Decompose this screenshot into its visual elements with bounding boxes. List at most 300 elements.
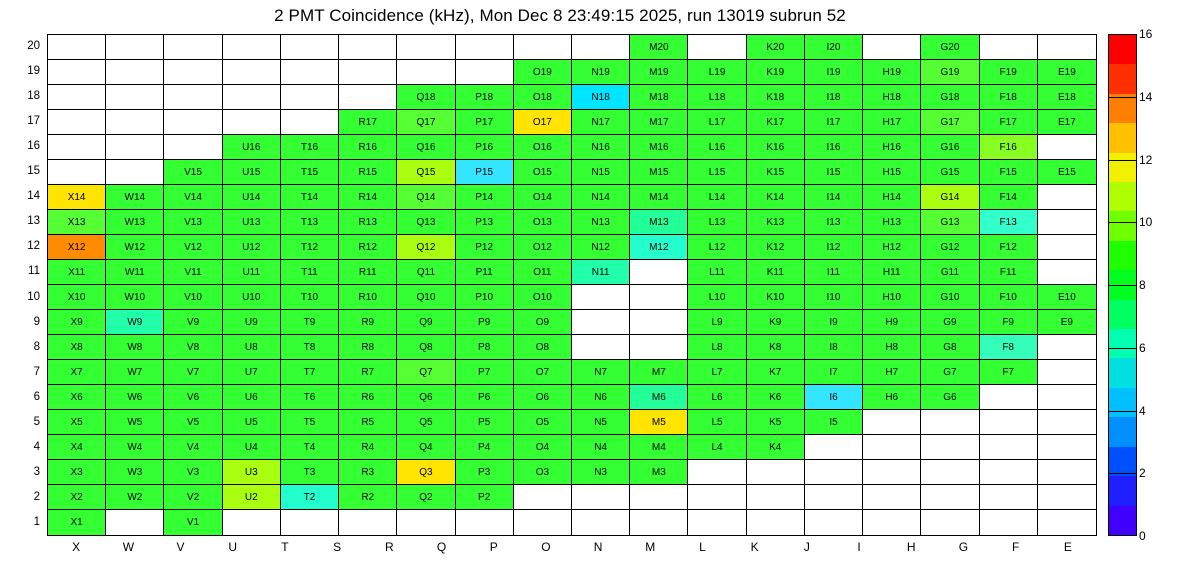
heatmap-cell <box>921 410 979 435</box>
heatmap-cell <box>805 485 863 510</box>
y-tick-label: 7 <box>33 365 40 378</box>
heatmap-cell: W9 <box>106 310 164 335</box>
heatmap-cell <box>164 110 222 135</box>
colorbar-segment <box>1109 35 1136 64</box>
heatmap-cell <box>339 35 397 60</box>
heatmap-cell <box>1038 185 1096 210</box>
colorbar-tick-label: 6 <box>1139 340 1146 355</box>
heatmap-cell: E19 <box>1038 60 1096 85</box>
heatmap-cell: M5 <box>630 410 688 435</box>
heatmap-cell: O19 <box>514 60 572 85</box>
heatmap-cell: H13 <box>863 210 921 235</box>
heatmap-cell <box>1038 35 1096 60</box>
heatmap-cell: L16 <box>688 135 746 160</box>
heatmap-cell: G17 <box>921 110 979 135</box>
heatmap-cell: F13 <box>980 210 1038 235</box>
heatmap-cell: V7 <box>164 360 222 385</box>
heatmap-cell <box>630 260 688 285</box>
heatmap-cell: M17 <box>630 110 688 135</box>
heatmap-cell: N16 <box>572 135 630 160</box>
x-tick-label: T <box>281 540 289 554</box>
y-tick-label: 5 <box>33 416 40 429</box>
heatmap-cell: X13 <box>48 210 106 235</box>
heatmap-cell: X9 <box>48 310 106 335</box>
colorbar-tick-mark <box>1108 285 1137 286</box>
heatmap-cell: Q17 <box>397 110 455 135</box>
heatmap-cell: R11 <box>339 260 397 285</box>
heatmap-cell: N6 <box>572 385 630 410</box>
heatmap-cell: P6 <box>456 385 514 410</box>
x-tick-label: X <box>72 540 81 554</box>
heatmap-cell: T12 <box>281 235 339 260</box>
heatmap-cell: H12 <box>863 235 921 260</box>
heatmap-cell <box>863 35 921 60</box>
heatmap-cell <box>572 510 630 535</box>
heatmap-cell: T9 <box>281 310 339 335</box>
heatmap-cell: N12 <box>572 235 630 260</box>
x-tick-label: P <box>489 540 498 554</box>
heatmap-cell <box>48 35 106 60</box>
heatmap-cell: R17 <box>339 110 397 135</box>
heatmap-cell <box>980 35 1038 60</box>
heatmap-cell: O10 <box>514 285 572 310</box>
heatmap-cell: N19 <box>572 60 630 85</box>
heatmap-cell: U4 <box>223 435 281 460</box>
heatmap-cell: E9 <box>1038 310 1096 335</box>
colorbar-segment <box>1109 123 1136 152</box>
heatmap-cell: P11 <box>456 260 514 285</box>
heatmap-cell: G15 <box>921 160 979 185</box>
heatmap-cell: V8 <box>164 335 222 360</box>
heatmap-cell: R14 <box>339 185 397 210</box>
heatmap-cell: K16 <box>747 135 805 160</box>
heatmap-cell <box>397 60 455 85</box>
x-tick-label: N <box>593 540 603 554</box>
heatmap-cell: M12 <box>630 235 688 260</box>
heatmap-cell: K13 <box>747 210 805 235</box>
heatmap-cell <box>747 510 805 535</box>
heatmap-cell: Q6 <box>397 385 455 410</box>
heatmap-cell: O18 <box>514 85 572 110</box>
heatmap-cell: T8 <box>281 335 339 360</box>
heatmap-cell: I6 <box>805 385 863 410</box>
heatmap-cell <box>223 510 281 535</box>
heatmap-cell: Q14 <box>397 185 455 210</box>
heatmap-cell: L6 <box>688 385 746 410</box>
heatmap-cell: T13 <box>281 210 339 235</box>
heatmap-cell: X8 <box>48 335 106 360</box>
heatmap-cell: Q12 <box>397 235 455 260</box>
heatmap-cell <box>863 510 921 535</box>
heatmap-cell: M4 <box>630 435 688 460</box>
heatmap-cell: H16 <box>863 135 921 160</box>
heatmap-cell <box>688 460 746 485</box>
heatmap-cell: I17 <box>805 110 863 135</box>
heatmap-cell: R4 <box>339 435 397 460</box>
heatmap-cell: H8 <box>863 335 921 360</box>
heatmap-cell: L17 <box>688 110 746 135</box>
heatmap-cell: I18 <box>805 85 863 110</box>
y-tick-label: 2 <box>33 491 40 504</box>
heatmap-cell: I15 <box>805 160 863 185</box>
heatmap-cell: R5 <box>339 410 397 435</box>
x-tick-label: W <box>122 540 135 554</box>
heatmap-cell: I11 <box>805 260 863 285</box>
heatmap-cell <box>805 435 863 460</box>
heatmap-cell: N18 <box>572 85 630 110</box>
heatmap-cell <box>281 35 339 60</box>
heatmap-cell: K4 <box>747 435 805 460</box>
heatmap-cell: W4 <box>106 435 164 460</box>
heatmap-cell: H9 <box>863 310 921 335</box>
heatmap-cell: X14 <box>48 185 106 210</box>
heatmap-cell: I9 <box>805 310 863 335</box>
page-title: 2 PMT Coincidence (kHz), Mon Dec 8 23:49:15 2025, run 13019 subrun 52 <box>274 6 846 25</box>
heatmap-cell: V5 <box>164 410 222 435</box>
y-tick-label: 20 <box>27 39 40 52</box>
heatmap-cell: E17 <box>1038 110 1096 135</box>
heatmap-cell: G10 <box>921 285 979 310</box>
heatmap-cell: N11 <box>572 260 630 285</box>
heatmap-cell: V1 <box>164 510 222 535</box>
heatmap-cell <box>863 410 921 435</box>
heatmap-cell: G11 <box>921 260 979 285</box>
heatmap-cell: R8 <box>339 335 397 360</box>
colorbar-tick-mark <box>1108 348 1137 349</box>
heatmap-plot <box>47 34 1097 536</box>
heatmap-cell: L10 <box>688 285 746 310</box>
heatmap-cell: N3 <box>572 460 630 485</box>
heatmap-cell: T2 <box>281 485 339 510</box>
heatmap-cell: R12 <box>339 235 397 260</box>
heatmap-cell: P8 <box>456 335 514 360</box>
heatmap-cell: F16 <box>980 135 1038 160</box>
heatmap-cell: G13 <box>921 210 979 235</box>
heatmap-cell: P17 <box>456 110 514 135</box>
x-tick-label: F <box>1011 540 1020 554</box>
heatmap-cell <box>164 35 222 60</box>
heatmap-cell: T5 <box>281 410 339 435</box>
heatmap-cell: H11 <box>863 260 921 285</box>
heatmap-cell <box>1038 460 1096 485</box>
heatmap-cell <box>688 510 746 535</box>
heatmap-cell <box>1038 235 1096 260</box>
heatmap-cell: H18 <box>863 85 921 110</box>
heatmap-cell: F19 <box>980 60 1038 85</box>
heatmap-cell: V12 <box>164 235 222 260</box>
heatmap-cell <box>921 435 979 460</box>
heatmap-cell: F17 <box>980 110 1038 135</box>
heatmap-cell: W11 <box>106 260 164 285</box>
x-tick-label: L <box>699 540 706 554</box>
heatmap-cell <box>980 435 1038 460</box>
heatmap-cell <box>572 335 630 360</box>
heatmap-cell: Q2 <box>397 485 455 510</box>
heatmap-cell: O9 <box>514 310 572 335</box>
heatmap-cell <box>1038 360 1096 385</box>
heatmap-cell <box>48 160 106 185</box>
heatmap-cell: L13 <box>688 210 746 235</box>
heatmap-cell: Q10 <box>397 285 455 310</box>
heatmap-cell: U2 <box>223 485 281 510</box>
y-tick-label: 16 <box>27 139 40 152</box>
heatmap-cell: F10 <box>980 285 1038 310</box>
heatmap-cell: T3 <box>281 460 339 485</box>
heatmap-cell: O17 <box>514 110 572 135</box>
heatmap-cell: M3 <box>630 460 688 485</box>
colorbar-tick-mark <box>1108 222 1137 223</box>
heatmap-cell: R15 <box>339 160 397 185</box>
heatmap-cell <box>339 85 397 110</box>
heatmap-cell: W5 <box>106 410 164 435</box>
heatmap-cell: I8 <box>805 335 863 360</box>
heatmap-cell: P16 <box>456 135 514 160</box>
x-tick-label: O <box>541 540 551 554</box>
colorbar-segment <box>1109 329 1136 358</box>
heatmap-cell: K9 <box>747 310 805 335</box>
heatmap-cell: G12 <box>921 235 979 260</box>
heatmap-cell: M18 <box>630 85 688 110</box>
y-tick-label: 1 <box>33 516 40 529</box>
heatmap-cell <box>456 35 514 60</box>
heatmap-cell <box>980 485 1038 510</box>
colorbar-tick-mark <box>1108 473 1137 474</box>
heatmap-cell: Q4 <box>397 435 455 460</box>
colorbar-segment <box>1109 64 1136 93</box>
heatmap-cell: X3 <box>48 460 106 485</box>
colorbar-tick-label: 16 <box>1139 27 1153 41</box>
heatmap-cell: Q9 <box>397 310 455 335</box>
heatmap-cell: G18 <box>921 85 979 110</box>
heatmap-cell: U3 <box>223 460 281 485</box>
heatmap-cell: K8 <box>747 335 805 360</box>
heatmap-cell: V13 <box>164 210 222 235</box>
heatmap-cell: O14 <box>514 185 572 210</box>
heatmap-cell <box>805 510 863 535</box>
heatmap-cell: R9 <box>339 310 397 335</box>
heatmap-cell: G20 <box>921 35 979 60</box>
colorbar-segment <box>1109 241 1136 270</box>
heatmap-cell <box>1038 260 1096 285</box>
heatmap-cell <box>980 385 1038 410</box>
heatmap-cell: K5 <box>747 410 805 435</box>
heatmap-cell: R2 <box>339 485 397 510</box>
heatmap-cell: I14 <box>805 185 863 210</box>
y-tick-label: 11 <box>28 265 40 278</box>
heatmap-cell <box>572 310 630 335</box>
heatmap-cell: M15 <box>630 160 688 185</box>
heatmap-cell: R13 <box>339 210 397 235</box>
heatmap-cell: F8 <box>980 335 1038 360</box>
heatmap-cell: P9 <box>456 310 514 335</box>
heatmap-cell: O12 <box>514 235 572 260</box>
heatmap-cell <box>863 435 921 460</box>
colorbar-segment <box>1109 476 1136 505</box>
x-tick-label: V <box>176 540 185 554</box>
heatmap-cell: T6 <box>281 385 339 410</box>
heatmap-cell: O3 <box>514 460 572 485</box>
x-tick-label: G <box>958 540 969 554</box>
heatmap-cell <box>980 510 1038 535</box>
heatmap-cell <box>456 510 514 535</box>
colorbar-tick-label: 10 <box>1139 215 1153 230</box>
heatmap-cell: G8 <box>921 335 979 360</box>
heatmap-cell: O13 <box>514 210 572 235</box>
x-tick-label: J <box>803 540 810 554</box>
heatmap-cell: K19 <box>747 60 805 85</box>
heatmap-cell <box>106 60 164 85</box>
heatmap-cell <box>980 460 1038 485</box>
heatmap-cell: I19 <box>805 60 863 85</box>
heatmap-cell: I10 <box>805 285 863 310</box>
heatmap-cell <box>688 35 746 60</box>
y-tick-label: 19 <box>27 64 40 77</box>
heatmap-cell <box>339 60 397 85</box>
colorbar-segment <box>1109 506 1136 535</box>
heatmap-cell: K11 <box>747 260 805 285</box>
heatmap-cell: V9 <box>164 310 222 335</box>
heatmap-cell: V2 <box>164 485 222 510</box>
heatmap-cell: K14 <box>747 185 805 210</box>
heatmap-cell: V10 <box>164 285 222 310</box>
heatmap-cell: R10 <box>339 285 397 310</box>
heatmap-cell: W3 <box>106 460 164 485</box>
y-tick-label: 13 <box>27 215 40 228</box>
heatmap-cell: L15 <box>688 160 746 185</box>
heatmap-cell: H15 <box>863 160 921 185</box>
heatmap-cell: T7 <box>281 360 339 385</box>
heatmap-cell: P3 <box>456 460 514 485</box>
colorbar-segment <box>1109 447 1136 476</box>
heatmap-cell: P18 <box>456 85 514 110</box>
heatmap-cell: W10 <box>106 285 164 310</box>
heatmap-cell <box>1038 385 1096 410</box>
heatmap-cell: Q3 <box>397 460 455 485</box>
heatmap-cell: T4 <box>281 435 339 460</box>
heatmap-cell: U12 <box>223 235 281 260</box>
x-tick-label: K <box>750 540 759 554</box>
heatmap-cell: U5 <box>223 410 281 435</box>
heatmap-cell: H6 <box>863 385 921 410</box>
heatmap-cell: W2 <box>106 485 164 510</box>
heatmap-cell: U13 <box>223 210 281 235</box>
heatmap-cell: P7 <box>456 360 514 385</box>
heatmap-cell: P10 <box>456 285 514 310</box>
heatmap-cell: R7 <box>339 360 397 385</box>
heatmap-cell: E10 <box>1038 285 1096 310</box>
heatmap-cell: O7 <box>514 360 572 385</box>
heatmap-cell: L19 <box>688 60 746 85</box>
heatmap-cell: T10 <box>281 285 339 310</box>
heatmap-cell: L5 <box>688 410 746 435</box>
y-tick-label: 8 <box>33 340 40 353</box>
heatmap-cell <box>805 460 863 485</box>
heatmap-cell <box>863 460 921 485</box>
colorbar-segment <box>1109 153 1136 182</box>
heatmap-cell: G6 <box>921 385 979 410</box>
colorbar-tick-label: 2 <box>1139 466 1146 481</box>
heatmap-cell: F7 <box>980 360 1038 385</box>
heatmap-cell: X6 <box>48 385 106 410</box>
heatmap-cell: L14 <box>688 185 746 210</box>
heatmap-cell: T11 <box>281 260 339 285</box>
colorbar-segment <box>1109 211 1136 240</box>
heatmap-cell: P15 <box>456 160 514 185</box>
heatmap-cell <box>1038 435 1096 460</box>
x-tick-label: I <box>857 540 861 554</box>
heatmap-cell: L4 <box>688 435 746 460</box>
heatmap-cell <box>921 485 979 510</box>
y-tick-label: 4 <box>33 441 40 454</box>
heatmap-cell <box>48 110 106 135</box>
heatmap-cell <box>572 285 630 310</box>
heatmap-cell: Q18 <box>397 85 455 110</box>
colorbar-segment <box>1109 358 1136 387</box>
heatmap-cell: P5 <box>456 410 514 435</box>
heatmap-cell: K20 <box>747 35 805 60</box>
heatmap-cell: H17 <box>863 110 921 135</box>
heatmap-cell: R16 <box>339 135 397 160</box>
colorbar-segment <box>1109 94 1136 123</box>
heatmap-cell: V3 <box>164 460 222 485</box>
x-tick-label: Q <box>436 540 447 554</box>
heatmap-cell: X11 <box>48 260 106 285</box>
heatmap-cell <box>747 460 805 485</box>
heatmap-cell: U9 <box>223 310 281 335</box>
heatmap-cell: H14 <box>863 185 921 210</box>
y-tick-label: 12 <box>27 240 40 253</box>
heatmap-cell: M19 <box>630 60 688 85</box>
heatmap-cell <box>106 160 164 185</box>
heatmap-cell: U8 <box>223 335 281 360</box>
heatmap-cell: F9 <box>980 310 1038 335</box>
heatmap-cell: T15 <box>281 160 339 185</box>
heatmap-cell: X2 <box>48 485 106 510</box>
heatmap-cell <box>281 510 339 535</box>
heatmap-cell <box>630 310 688 335</box>
heatmap-cell: U10 <box>223 285 281 310</box>
heatmap-cell <box>980 410 1038 435</box>
heatmap-cell: P4 <box>456 435 514 460</box>
heatmap-cell <box>281 110 339 135</box>
heatmap-cell: N4 <box>572 435 630 460</box>
x-tick-label: H <box>906 540 916 554</box>
heatmap-cell: N15 <box>572 160 630 185</box>
heatmap-cell: U7 <box>223 360 281 385</box>
heatmap-cell: Q5 <box>397 410 455 435</box>
heatmap-cell <box>630 335 688 360</box>
heatmap-cell <box>106 110 164 135</box>
heatmap-cell <box>164 60 222 85</box>
heatmap-cell: G16 <box>921 135 979 160</box>
heatmap-cell <box>1038 335 1096 360</box>
colorbar-segment <box>1109 182 1136 211</box>
heatmap-cell: N7 <box>572 360 630 385</box>
heatmap-cell: F15 <box>980 160 1038 185</box>
heatmap-cell <box>921 460 979 485</box>
heatmap-cell: I5 <box>805 410 863 435</box>
heatmap-cell <box>630 510 688 535</box>
heatmap-cell: I20 <box>805 35 863 60</box>
heatmap-cell <box>863 485 921 510</box>
colorbar-tick-mark <box>1108 160 1137 161</box>
heatmap-cell: F11 <box>980 260 1038 285</box>
heatmap-cell <box>106 510 164 535</box>
heatmap-cell <box>164 85 222 110</box>
heatmap-cell <box>106 85 164 110</box>
heatmap-cell: T14 <box>281 185 339 210</box>
heatmap-cell: M6 <box>630 385 688 410</box>
